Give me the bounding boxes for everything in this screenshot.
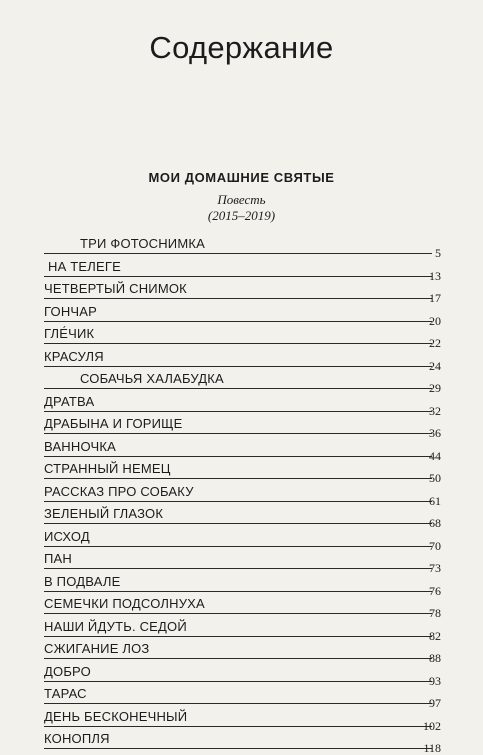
toc-page-number: 78 bbox=[429, 606, 441, 620]
toc-page-number: 5 bbox=[435, 246, 441, 260]
toc-leader-line bbox=[44, 546, 432, 547]
toc-entry-title: СЕМЕЧКИ ПОДСОЛНУХА bbox=[44, 596, 205, 611]
toc-entry bbox=[0, 709, 483, 731]
toc-entry bbox=[0, 304, 483, 326]
toc-leader-line bbox=[44, 321, 432, 322]
toc-entry-title: КРАСУЛЯ bbox=[44, 348, 104, 364]
toc-leader-line bbox=[44, 411, 432, 412]
toc-leader-line bbox=[44, 748, 432, 749]
toc-entry-title: ИСХОД bbox=[44, 528, 90, 544]
toc-entry bbox=[0, 326, 483, 348]
section-heading: МОИ ДОМАШНИЕ СВЯТЫЕ bbox=[148, 170, 335, 185]
toc-page-number: 20 bbox=[429, 313, 441, 328]
section-genre: Повесть bbox=[217, 192, 266, 207]
toc-entry-title: КОНОПЛЯ bbox=[44, 731, 110, 746]
toc-leader-line bbox=[44, 658, 432, 659]
toc-page-number: 32 bbox=[429, 403, 441, 418]
toc-leader-line bbox=[44, 501, 432, 502]
toc-entry-title: СЖИГАНИЕ ЛОЗ bbox=[44, 641, 150, 656]
toc-leader-line bbox=[44, 253, 432, 254]
toc-entry-title: СОБАЧЬЯ ХАЛАБУДКА bbox=[80, 371, 224, 386]
toc-entry bbox=[0, 731, 483, 753]
toc-page-number: 24 bbox=[429, 358, 441, 373]
toc-leader-line bbox=[44, 478, 432, 479]
toc-entry-title: ДЕНЬ БЕСКОНЕЧНЫЙ bbox=[44, 708, 188, 724]
toc-entry bbox=[0, 394, 483, 416]
toc-entry-title: СТРАННЫЙ НЕМЕЦ bbox=[44, 461, 171, 476]
toc-entry-title: РАССКАЗ ПРО СОБАКУ bbox=[44, 483, 194, 499]
toc-entry bbox=[0, 236, 483, 258]
toc-entry bbox=[0, 574, 483, 596]
toc-page-number: 17 bbox=[429, 291, 441, 305]
toc-entry bbox=[0, 641, 483, 663]
toc-entry-title: ДОБРО bbox=[44, 663, 91, 679]
toc-entry bbox=[0, 686, 483, 708]
toc-entry-title: ЗЕЛЕНЫЙ ГЛАЗОК bbox=[44, 506, 164, 521]
toc-entry bbox=[0, 529, 483, 551]
toc-entry bbox=[0, 371, 483, 393]
toc-leader-line bbox=[44, 613, 432, 614]
toc-leader-line bbox=[44, 591, 432, 592]
toc-entry bbox=[0, 461, 483, 483]
toc-entry bbox=[0, 416, 483, 438]
toc-entry bbox=[0, 506, 483, 528]
toc-entry bbox=[0, 259, 483, 281]
toc-entry-title: ГОНЧАР bbox=[44, 303, 98, 319]
toc-entry-title: НАШИ ЙДУТЬ. СЕДОЙ bbox=[44, 618, 187, 634]
toc-entry-title: ЧЕТВЕРТЫЙ СНИМОК bbox=[44, 281, 187, 296]
toc-entry bbox=[0, 664, 483, 686]
toc-entry-title: ВАННОЧКА bbox=[44, 438, 117, 454]
toc-leader-line bbox=[44, 636, 432, 637]
toc-leader-line bbox=[44, 703, 432, 704]
toc-entry-title: ДРАТВА bbox=[44, 393, 95, 409]
toc-leader-line bbox=[44, 298, 432, 299]
toc-entry bbox=[0, 349, 483, 371]
toc-page-number: 118 bbox=[423, 741, 441, 755]
toc-page-number: 73 bbox=[429, 561, 441, 575]
toc-leader-line bbox=[44, 366, 432, 367]
toc-entry-title: ДРАБЫНА И ГОРИЩЕ bbox=[44, 416, 183, 431]
toc-leader-line bbox=[44, 681, 432, 682]
section-years: (2015–2019) bbox=[207, 208, 276, 223]
toc-leader-line bbox=[44, 568, 432, 569]
toc-entry-title: ТРИ ФОТОСНИМКА bbox=[80, 236, 206, 251]
toc-page-number: 68 bbox=[429, 516, 441, 530]
toc-leader-line bbox=[44, 343, 432, 344]
toc-entry bbox=[0, 439, 483, 461]
toc-entry-title: В ПОДВАЛЕ bbox=[44, 573, 121, 589]
toc-page-number: 50 bbox=[429, 471, 441, 485]
toc-page-number: 76 bbox=[429, 583, 441, 598]
toc-entry-title: НА ТЕЛЕГЕ bbox=[48, 258, 121, 274]
toc-leader-line bbox=[44, 523, 432, 524]
toc-page-number: 13 bbox=[429, 268, 441, 283]
toc-page-number: 44 bbox=[429, 448, 441, 463]
toc-page-number: 70 bbox=[429, 538, 441, 553]
toc-page-number: 102 bbox=[423, 718, 441, 733]
toc-entry bbox=[0, 596, 483, 618]
toc-entry-title: ТАРАС bbox=[44, 686, 87, 701]
toc-page-number: 88 bbox=[429, 651, 441, 665]
toc-leader-line bbox=[44, 456, 432, 457]
toc-leader-line bbox=[44, 388, 432, 389]
toc-page-number: 36 bbox=[429, 426, 441, 440]
toc-entry-title: ГЛЕ́ЧИК bbox=[44, 326, 95, 341]
toc-page-number: 82 bbox=[429, 628, 441, 643]
toc-entry bbox=[0, 619, 483, 641]
toc-entry bbox=[0, 551, 483, 573]
toc-leader-line bbox=[44, 726, 432, 727]
page-title: Содержание bbox=[149, 30, 334, 65]
toc-page-number: 97 bbox=[429, 696, 441, 710]
toc-entry bbox=[0, 281, 483, 303]
toc-entry bbox=[0, 484, 483, 506]
toc-leader-line bbox=[44, 276, 432, 277]
toc-page-number: 29 bbox=[429, 381, 441, 395]
toc-entry-title: ПАН bbox=[44, 551, 73, 566]
toc-page-number: 22 bbox=[429, 336, 441, 350]
toc-page-number: 61 bbox=[429, 493, 441, 508]
toc-leader-line bbox=[44, 433, 432, 434]
toc-page-number: 93 bbox=[429, 673, 441, 688]
